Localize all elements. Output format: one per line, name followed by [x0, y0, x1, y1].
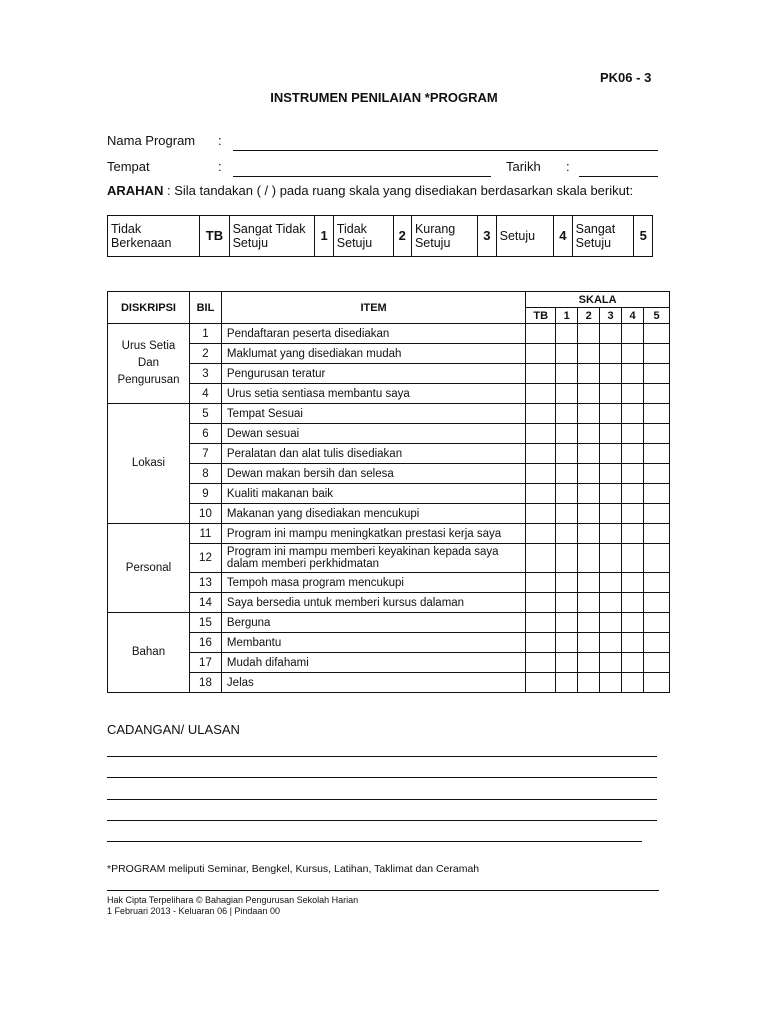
item-number: 8: [189, 464, 221, 484]
scale-cell[interactable]: [622, 504, 644, 524]
scale-cell[interactable]: [526, 424, 556, 444]
comment-line[interactable]: [107, 756, 657, 757]
scale-cell[interactable]: [600, 544, 622, 573]
scale-cell[interactable]: [600, 504, 622, 524]
copyright: [107, 895, 358, 917]
scale-cell[interactable]: [600, 653, 622, 673]
scale-cell[interactable]: [578, 573, 600, 593]
scale-cell[interactable]: [622, 613, 644, 633]
scale-cell[interactable]: [644, 464, 670, 484]
scale-legend-code: 1: [315, 216, 333, 257]
item-text: Berguna: [221, 613, 525, 633]
scale-cell[interactable]: [600, 524, 622, 544]
scale-cell[interactable]: [556, 324, 578, 344]
scale-cell[interactable]: [644, 673, 670, 693]
scale-cell[interactable]: [556, 633, 578, 653]
scale-col-header: 3: [600, 308, 622, 324]
date-field[interactable]: [579, 176, 658, 177]
table-row: [108, 424, 670, 444]
item-number: 16: [189, 633, 221, 653]
item-text: Dewan makan bersih dan selesa: [221, 464, 525, 484]
scale-cell[interactable]: [556, 484, 578, 504]
group-description: Lokasi: [108, 404, 190, 524]
scale-cell[interactable]: [622, 484, 644, 504]
scale-cell[interactable]: [526, 653, 556, 673]
item-text: Saya bersedia untuk memberi kursus dalaman: [221, 593, 525, 613]
scale-cell[interactable]: [526, 573, 556, 593]
header-scale: SKALA: [526, 292, 670, 308]
scale-cell[interactable]: [622, 464, 644, 484]
item-text: Maklumat yang disediakan mudah: [221, 344, 525, 364]
scale-cell[interactable]: [556, 444, 578, 464]
scale-cell[interactable]: [644, 504, 670, 524]
scale-cell[interactable]: [526, 404, 556, 424]
scale-cell[interactable]: [600, 344, 622, 364]
place-colon: :: [218, 159, 222, 174]
item-number: 10: [189, 504, 221, 524]
scale-legend-label: Sangat Setuju: [572, 216, 634, 257]
comment-line[interactable]: [107, 841, 642, 842]
item-text: Kualiti makanan baik: [221, 484, 525, 504]
scale-cell[interactable]: [622, 524, 644, 544]
scale-cell[interactable]: [556, 593, 578, 613]
scale-cell[interactable]: [600, 573, 622, 593]
item-number: 14: [189, 593, 221, 613]
table-row: [108, 464, 670, 484]
place-label: Tempat: [107, 159, 150, 174]
item-text: Tempoh masa program mencukupi: [221, 573, 525, 593]
scale-cell[interactable]: [556, 544, 578, 573]
instruction-text: : Sila tandakan ( / ) pada ruang skala yang disediakan berdasarkan skala berikut:: [166, 183, 634, 198]
scale-cell[interactable]: [578, 593, 600, 613]
item-text: Program ini mampu meningkatkan prestasi kerja saya: [221, 524, 525, 544]
item-text: Peralatan dan alat tulis disediakan: [221, 444, 525, 464]
scale-col-header: 5: [644, 308, 670, 324]
scale-cell[interactable]: [622, 324, 644, 344]
scale-cell[interactable]: [622, 344, 644, 364]
item-number: 4: [189, 384, 221, 404]
scale-cell[interactable]: [622, 653, 644, 673]
scale-cell[interactable]: [644, 384, 670, 404]
scale-legend-code: 4: [554, 216, 572, 257]
table-row: [108, 504, 670, 524]
date-label: Tarikh: [506, 159, 541, 174]
scale-cell[interactable]: [600, 444, 622, 464]
scale-cell[interactable]: [556, 344, 578, 364]
scale-cell[interactable]: [578, 524, 600, 544]
group-description: Bahan: [108, 613, 190, 693]
edition-line: 1 Februari 2013 - Keluaran 06 | Pindaan 00: [107, 906, 280, 916]
table-row: [108, 384, 670, 404]
scale-cell[interactable]: [526, 364, 556, 384]
scale-cell[interactable]: [644, 544, 670, 573]
item-text: Pengurusan teratur: [221, 364, 525, 384]
scale-cell[interactable]: [600, 404, 622, 424]
scale-cell[interactable]: [556, 504, 578, 524]
footer-divider: [107, 890, 659, 891]
table-row: [108, 653, 670, 673]
item-number: 11: [189, 524, 221, 544]
scale-cell[interactable]: [578, 544, 600, 573]
scale-cell[interactable]: [578, 344, 600, 364]
scale-cell[interactable]: [622, 593, 644, 613]
scale-cell[interactable]: [578, 653, 600, 673]
scale-cell[interactable]: [526, 464, 556, 484]
scale-cell[interactable]: [600, 613, 622, 633]
instruction: [107, 183, 633, 198]
scale-cell[interactable]: [526, 673, 556, 693]
form-code: PK06 - 3: [600, 70, 652, 85]
item-number: 17: [189, 653, 221, 673]
scale-cell[interactable]: [600, 424, 622, 444]
scale-cell[interactable]: [578, 673, 600, 693]
instruction-label: ARAHAN: [107, 183, 164, 198]
evaluation-table: [107, 291, 670, 693]
group-description: Personal: [108, 524, 190, 613]
table-row: [108, 633, 670, 653]
scale-cell[interactable]: [644, 524, 670, 544]
item-text: Mudah difahami: [221, 653, 525, 673]
item-number: 3: [189, 364, 221, 384]
scale-cell[interactable]: [526, 484, 556, 504]
scale-cell[interactable]: [644, 324, 670, 344]
scale-cell[interactable]: [578, 364, 600, 384]
form-title: INSTRUMEN PENILAIAN *PROGRAM: [270, 90, 498, 105]
item-number: 13: [189, 573, 221, 593]
item-number: 18: [189, 673, 221, 693]
scale-cell[interactable]: [526, 544, 556, 573]
scale-col-header: 2: [578, 308, 600, 324]
comment-line[interactable]: [107, 777, 657, 778]
scale-cell[interactable]: [578, 464, 600, 484]
scale-cell[interactable]: [526, 344, 556, 364]
scale-cell[interactable]: [622, 384, 644, 404]
scale-cell[interactable]: [644, 593, 670, 613]
date-colon: :: [566, 159, 570, 174]
table-row: [108, 324, 670, 344]
scale-col-header: 1: [556, 308, 578, 324]
scale-cell[interactable]: [526, 524, 556, 544]
scale-cell[interactable]: [622, 573, 644, 593]
scale-cell[interactable]: [600, 593, 622, 613]
scale-cell[interactable]: [578, 504, 600, 524]
item-text: Urus setia sentiasa membantu saya: [221, 384, 525, 404]
scale-cell[interactable]: [622, 444, 644, 464]
scale-cell[interactable]: [600, 484, 622, 504]
table-row: [108, 613, 670, 633]
scale-cell[interactable]: [578, 324, 600, 344]
table-row: [108, 524, 670, 544]
scale-legend-label: Kurang Setuju: [411, 216, 477, 257]
item-number: 2: [189, 344, 221, 364]
table-row: [108, 673, 670, 693]
scale-col-header: TB: [526, 308, 556, 324]
group-description: Urus Setia Dan Pengurusan: [108, 324, 190, 404]
comment-line[interactable]: [107, 820, 657, 821]
scale-cell[interactable]: [644, 364, 670, 384]
place-field[interactable]: [233, 176, 491, 177]
scale-cell[interactable]: [600, 364, 622, 384]
scale-cell[interactable]: [600, 633, 622, 653]
scale-cell[interactable]: [600, 324, 622, 344]
table-row: [108, 593, 670, 613]
table-row: [108, 364, 670, 384]
comments-label: CADANGAN/ ULASAN: [107, 722, 240, 737]
item-number: 12: [189, 544, 221, 573]
scale-legend-label: Tidak Berkenaan: [108, 216, 200, 257]
item-text: Jelas: [221, 673, 525, 693]
scale-legend-label: Tidak Setuju: [333, 216, 393, 257]
table-row: [108, 544, 670, 573]
scale-cell[interactable]: [644, 484, 670, 504]
scale-cell[interactable]: [644, 653, 670, 673]
scale-cell[interactable]: [578, 404, 600, 424]
scale-cell[interactable]: [644, 573, 670, 593]
item-text: Makanan yang disediakan mencukupi: [221, 504, 525, 524]
program-name-colon: :: [218, 133, 222, 148]
scale-cell[interactable]: [556, 464, 578, 484]
scale-cell[interactable]: [622, 673, 644, 693]
scale-cell[interactable]: [578, 424, 600, 444]
scale-cell[interactable]: [578, 444, 600, 464]
scale-cell[interactable]: [622, 633, 644, 653]
scale-cell[interactable]: [578, 633, 600, 653]
scale-cell[interactable]: [644, 633, 670, 653]
scale-cell[interactable]: [556, 613, 578, 633]
scale-legend-label: Setuju: [496, 216, 554, 257]
header-description: DISKRIPSI: [108, 292, 190, 324]
scale-cell[interactable]: [556, 653, 578, 673]
comment-line[interactable]: [107, 799, 657, 800]
program-name-label: Nama Program: [107, 133, 196, 148]
scale-cell[interactable]: [526, 504, 556, 524]
scale-cell[interactable]: [556, 404, 578, 424]
copyright-line: Hak Cipta Terpelihara © Bahagian Pengurusan Sekolah Harian: [107, 895, 359, 905]
item-text: Tempat Sesuai: [221, 404, 525, 424]
item-number: 6: [189, 424, 221, 444]
scale-cell[interactable]: [600, 673, 622, 693]
item-text: Pendaftaran peserta disediakan: [221, 324, 525, 344]
item-number: 9: [189, 484, 221, 504]
scale-cell[interactable]: [526, 613, 556, 633]
table-row: [108, 484, 670, 504]
scale-cell[interactable]: [644, 444, 670, 464]
item-number: 15: [189, 613, 221, 633]
scale-cell[interactable]: [644, 344, 670, 364]
scale-cell[interactable]: [578, 613, 600, 633]
table-row: [108, 573, 670, 593]
scale-legend-code: 5: [634, 216, 653, 257]
item-text: Program ini mampu memberi keyakinan kepada saya dalam memberi perkhidmatan: [221, 544, 525, 573]
scale-cell[interactable]: [622, 544, 644, 573]
scale-cell[interactable]: [526, 324, 556, 344]
scale-cell[interactable]: [644, 404, 670, 424]
scale-cell[interactable]: [556, 424, 578, 444]
table-row: [108, 404, 670, 424]
item-number: 5: [189, 404, 221, 424]
table-row: [108, 344, 670, 364]
scale-cell[interactable]: [578, 484, 600, 504]
scale-cell[interactable]: [556, 364, 578, 384]
scale-cell[interactable]: [526, 633, 556, 653]
scale-cell[interactable]: [556, 673, 578, 693]
table-row: [108, 444, 670, 464]
scale-cell[interactable]: [644, 613, 670, 633]
scale-cell[interactable]: [578, 384, 600, 404]
scale-legend: [107, 215, 653, 257]
item-number: 7: [189, 444, 221, 464]
footnote: *PROGRAM meliputi Seminar, Bengkel, Kursus, Latihan, Taklimat dan Ceramah: [107, 863, 480, 875]
scale-legend-code: 2: [393, 216, 411, 257]
scale-cell[interactable]: [526, 593, 556, 613]
header-item: ITEM: [221, 292, 525, 324]
scale-cell[interactable]: [556, 384, 578, 404]
item-text: Membantu: [221, 633, 525, 653]
scale-cell[interactable]: [556, 524, 578, 544]
scale-cell[interactable]: [644, 424, 670, 444]
scale-cell[interactable]: [526, 444, 556, 464]
item-number: 1: [189, 324, 221, 344]
scale-cell[interactable]: [556, 573, 578, 593]
scale-legend-code: TB: [200, 216, 229, 257]
scale-cell[interactable]: [622, 364, 644, 384]
scale-cell[interactable]: [526, 384, 556, 404]
scale-col-header: 4: [622, 308, 644, 324]
header-bil: BIL: [189, 292, 221, 324]
scale-cell[interactable]: [622, 404, 644, 424]
scale-cell[interactable]: [600, 384, 622, 404]
scale-legend-code: 3: [478, 216, 496, 257]
scale-cell[interactable]: [600, 464, 622, 484]
program-name-field[interactable]: [233, 150, 658, 151]
scale-cell[interactable]: [622, 424, 644, 444]
item-text: Dewan sesuai: [221, 424, 525, 444]
scale-legend-label: Sangat Tidak Setuju: [229, 216, 315, 257]
